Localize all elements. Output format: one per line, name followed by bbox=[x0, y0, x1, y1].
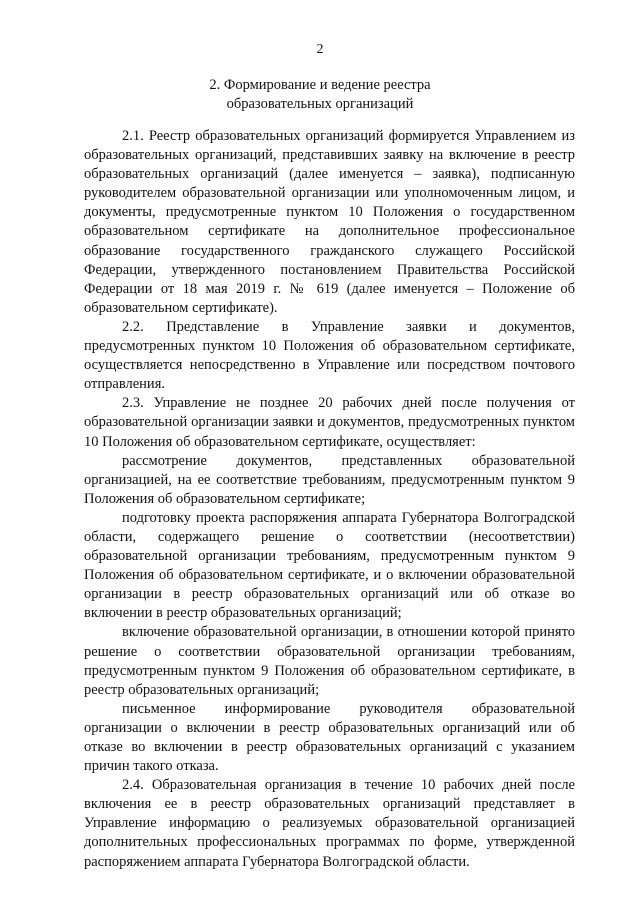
list-item-include-in-registry: включение образовательной организации, в отношении которой принято решение о соответствии образовательной организации требованиям, предусмотренным пунктом 9 Положения об образовательном сертификате, в реестр образовательных организаций; bbox=[84, 624, 575, 698]
list-item-written-notice: письменное информирование руководителя образовательной организации о включении в реестр образовательных организаций или об отказе во включении в реестр образовательных организаций с указанием причин такого отказа. bbox=[84, 700, 575, 775]
list-item-prepare-order: подготовку проекта распоряжения аппарата Губернатора Волгоградской области, содержащего решение о соответствии (несоответствии) образовательной организации требованиям, предусмотренным пунктом 9 Положения об образовательном сертификате, и о включении образовательной организации в реестр образовательных организаций или об отказе во включении в реестр образовательных организаций; bbox=[84, 509, 575, 622]
paragraph-2-2: 2.2. Представление в Управление заявки и документов, предусмотренных пунктом 10 Положения об образовательном сертификате, осуществляется непосредственно в Управление или посредством почтового отправления. bbox=[84, 318, 575, 393]
section-title-line-1: 2. Формирование и ведение реестра bbox=[209, 77, 431, 93]
document-body bbox=[84, 127, 575, 872]
section-title bbox=[0, 76, 640, 114]
paragraph-2-1: 2.1. Реестр образовательных организаций формируется Управлением из образовательных организаций, представивших заявку на включение в реестр образовательных организаций (далее именуется – заявка), подписанную руководителем образовательной организации или уполномоченным лицом, и документы, предусмотренные пунктом 10 Положения о государственном образовательном сертификате на дополнительное профессиональное образование государственного гражданского служащего Российской Федерации, утвержденного постановлением Правительства Российской Федерации от 18 мая 2019 г. № 619 (далее именуется – Положение об образовательном сертификате). bbox=[84, 128, 575, 316]
paragraph-2-3: 2.3. Управление не позднее 20 рабочих дней после получения от образовательной организации заявки и документов, предусмотренных пунктом 10 Положения об образовательном сертификате, осуществляет: bbox=[84, 395, 575, 450]
paragraph-2-4: 2.4. Образовательная организация в течение 10 рабочих дней после включения ее в реестр образовательных организаций представляет в Управление информацию о реализуемых образовательной организацией дополнительных профессиональных программах по форме, утвержденной распоряжением аппарата Губернатора Волгоградской области. bbox=[84, 777, 575, 870]
list-item-review-documents: рассмотрение документов, представленных образовательной организацией, на ее соответствие требованиям, предусмотренным пунктом 9 Положения об образовательном сертификате; bbox=[84, 452, 575, 507]
page-number: 2 bbox=[316, 42, 324, 57]
section-title-line-2: образовательных организаций bbox=[226, 96, 414, 112]
